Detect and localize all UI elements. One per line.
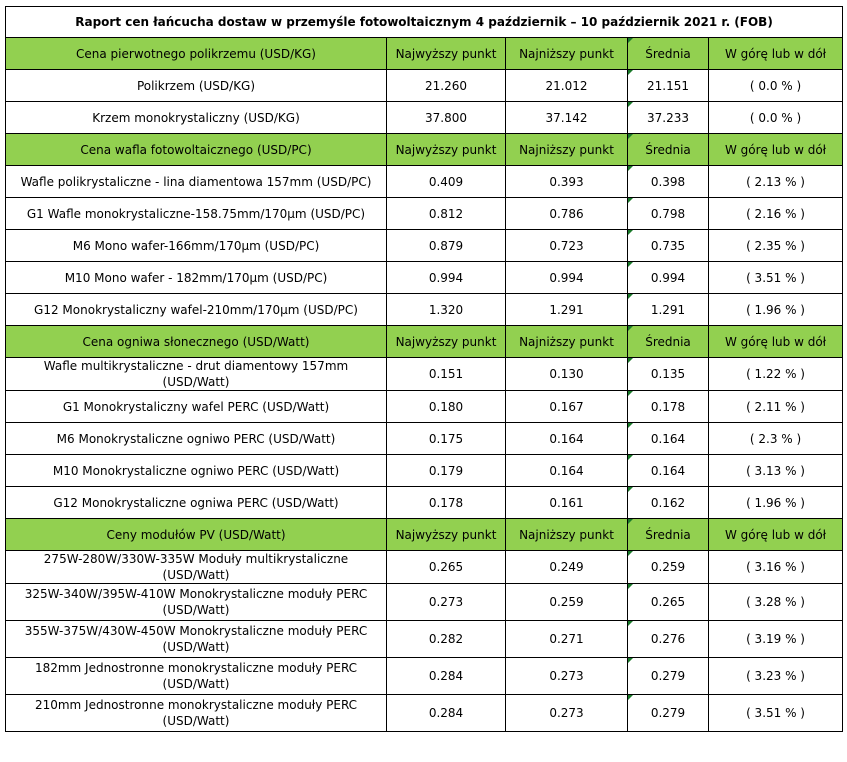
- row-low: 0.273: [506, 695, 628, 732]
- row-name: G1 Monokrystaliczny wafel PERC (USD/Watt): [6, 391, 387, 423]
- row-high: 0.273: [387, 584, 506, 621]
- table-row: [6, 166, 843, 198]
- col-high-label: Najwyższy punkt: [387, 326, 506, 358]
- col-avg-label: Średnia: [628, 326, 709, 358]
- section-header-row: [6, 38, 843, 70]
- table-row: [6, 198, 843, 230]
- row-change: ( 2.35 % ): [709, 230, 843, 262]
- row-high: 0.180: [387, 391, 506, 423]
- row-change: ( 3.16 % ): [709, 551, 843, 584]
- table-row: [6, 551, 843, 584]
- row-change: ( 3.13 % ): [709, 455, 843, 487]
- table-row: [6, 294, 843, 326]
- row-name: 210mm Jednostronne monokrystaliczne moduły PERC (USD/Watt): [6, 695, 387, 732]
- section-header: Cena ogniwa słonecznego (USD/Watt): [6, 326, 387, 358]
- col-change-label: W górę lub w dół: [709, 326, 843, 358]
- row-low: 0.393: [506, 166, 628, 198]
- row-low: 0.161: [506, 487, 628, 519]
- row-high: 1.320: [387, 294, 506, 326]
- row-high: 0.812: [387, 198, 506, 230]
- row-name: M10 Mono wafer - 182mm/170μm (USD/PC): [6, 262, 387, 294]
- table-row: [6, 455, 843, 487]
- table-row: [6, 70, 843, 102]
- row-high: 0.282: [387, 621, 506, 658]
- row-avg: 0.994: [628, 262, 709, 294]
- row-avg: 21.151: [628, 70, 709, 102]
- row-change: ( 3.51 % ): [709, 695, 843, 732]
- row-avg: 37.233: [628, 102, 709, 134]
- row-name: 325W-340W/395W-410W Monokrystaliczne moduły PERC (USD/Watt): [6, 584, 387, 621]
- row-change: ( 0.0 % ): [709, 102, 843, 134]
- row-avg: 0.259: [628, 551, 709, 584]
- row-low: 0.167: [506, 391, 628, 423]
- row-low: 0.786: [506, 198, 628, 230]
- col-avg-label: Średnia: [628, 134, 709, 166]
- col-low-label: Najniższy punkt: [506, 326, 628, 358]
- col-change-label: W górę lub w dół: [709, 38, 843, 70]
- row-low: 0.271: [506, 621, 628, 658]
- row-change: ( 3.19 % ): [709, 621, 843, 658]
- row-high: 0.284: [387, 658, 506, 695]
- row-low: 37.142: [506, 102, 628, 134]
- row-low: 0.994: [506, 262, 628, 294]
- row-name: 355W-375W/430W-450W Monokrystaliczne moduły PERC (USD/Watt): [6, 621, 387, 658]
- row-change: ( 3.28 % ): [709, 584, 843, 621]
- title-row: [6, 7, 843, 38]
- row-change: ( 3.51 % ): [709, 262, 843, 294]
- row-avg: 0.164: [628, 423, 709, 455]
- row-avg: 0.164: [628, 455, 709, 487]
- row-low: 0.249: [506, 551, 628, 584]
- row-low: 0.130: [506, 358, 628, 391]
- row-avg: 0.162: [628, 487, 709, 519]
- row-name: Wafle multikrystaliczne - drut diamentowy 157mm (USD/Watt): [6, 358, 387, 391]
- col-change-label: W górę lub w dół: [709, 519, 843, 551]
- row-high: 0.175: [387, 423, 506, 455]
- section-header-row: [6, 134, 843, 166]
- row-name: M6 Monokrystaliczne ogniwo PERC (USD/Watt): [6, 423, 387, 455]
- col-low-label: Najniższy punkt: [506, 519, 628, 551]
- row-avg: 0.279: [628, 695, 709, 732]
- row-name: Polikrzem (USD/KG): [6, 70, 387, 102]
- row-name: G1 Wafle monokrystaliczne-158.75mm/170μm (USD/PC): [6, 198, 387, 230]
- row-high: 0.409: [387, 166, 506, 198]
- table-row: [6, 262, 843, 294]
- row-name: 275W-280W/330W-335W Moduły multikrystaliczne (USD/Watt): [6, 551, 387, 584]
- row-low: 0.164: [506, 423, 628, 455]
- row-high: 0.994: [387, 262, 506, 294]
- row-change: ( 2.11 % ): [709, 391, 843, 423]
- row-low: 0.259: [506, 584, 628, 621]
- price-report-table: [5, 6, 843, 732]
- col-high-label: Najwyższy punkt: [387, 134, 506, 166]
- row-change: ( 2.16 % ): [709, 198, 843, 230]
- table-row: [6, 358, 843, 391]
- row-change: ( 3.23 % ): [709, 658, 843, 695]
- row-name: M6 Mono wafer-166mm/170μm (USD/PC): [6, 230, 387, 262]
- row-high: 0.284: [387, 695, 506, 732]
- row-avg: 1.291: [628, 294, 709, 326]
- row-avg: 0.178: [628, 391, 709, 423]
- table-row: [6, 658, 843, 695]
- row-avg: 0.798: [628, 198, 709, 230]
- row-low: 0.273: [506, 658, 628, 695]
- section-header: Cena pierwotnego polikrzemu (USD/KG): [6, 38, 387, 70]
- row-name: G12 Monokrystaliczne ogniwa PERC (USD/Watt): [6, 487, 387, 519]
- row-name: 182mm Jednostronne monokrystaliczne moduły PERC (USD/Watt): [6, 658, 387, 695]
- row-name: M10 Monokrystaliczne ogniwo PERC (USD/Watt): [6, 455, 387, 487]
- row-avg: 0.135: [628, 358, 709, 391]
- row-high: 0.179: [387, 455, 506, 487]
- col-avg-label: Średnia: [628, 38, 709, 70]
- table-row: [6, 621, 843, 658]
- row-low: 21.012: [506, 70, 628, 102]
- table-row: [6, 230, 843, 262]
- section-header: Cena wafla fotowoltaicznego (USD/PC): [6, 134, 387, 166]
- col-low-label: Najniższy punkt: [506, 134, 628, 166]
- table-row: [6, 584, 843, 621]
- report-title: Raport cen łańcucha dostaw w przemyśle fotowoltaicznym 4 październik – 10 październik 2021 r. (FOB): [6, 7, 843, 38]
- row-name: Krzem monokrystaliczny (USD/KG): [6, 102, 387, 134]
- table-row: [6, 487, 843, 519]
- row-change: ( 2.3 % ): [709, 423, 843, 455]
- row-high: 0.151: [387, 358, 506, 391]
- table-row: [6, 391, 843, 423]
- row-change: ( 0.0 % ): [709, 70, 843, 102]
- row-avg: 0.265: [628, 584, 709, 621]
- row-high: 0.265: [387, 551, 506, 584]
- col-avg-label: Średnia: [628, 519, 709, 551]
- row-high: 0.879: [387, 230, 506, 262]
- row-high: 0.178: [387, 487, 506, 519]
- section-header-row: [6, 326, 843, 358]
- col-high-label: Najwyższy punkt: [387, 519, 506, 551]
- row-change: ( 1.96 % ): [709, 294, 843, 326]
- col-change-label: W górę lub w dół: [709, 134, 843, 166]
- section-header: Ceny modułów PV (USD/Watt): [6, 519, 387, 551]
- table-row: [6, 102, 843, 134]
- row-change: ( 2.13 % ): [709, 166, 843, 198]
- row-low: 0.164: [506, 455, 628, 487]
- row-avg: 0.276: [628, 621, 709, 658]
- row-avg: 0.279: [628, 658, 709, 695]
- row-high: 37.800: [387, 102, 506, 134]
- col-high-label: Najwyższy punkt: [387, 38, 506, 70]
- row-change: ( 1.96 % ): [709, 487, 843, 519]
- row-avg: 0.735: [628, 230, 709, 262]
- table-row: [6, 423, 843, 455]
- col-low-label: Najniższy punkt: [506, 38, 628, 70]
- row-low: 1.291: [506, 294, 628, 326]
- row-name: Wafle polikrystaliczne - lina diamentowa 157mm (USD/PC): [6, 166, 387, 198]
- table-body: [6, 7, 843, 732]
- row-high: 21.260: [387, 70, 506, 102]
- section-header-row: [6, 519, 843, 551]
- row-avg: 0.398: [628, 166, 709, 198]
- row-low: 0.723: [506, 230, 628, 262]
- row-name: G12 Monokrystaliczny wafel-210mm/170μm (USD/PC): [6, 294, 387, 326]
- table-row: [6, 695, 843, 732]
- row-change: ( 1.22 % ): [709, 358, 843, 391]
